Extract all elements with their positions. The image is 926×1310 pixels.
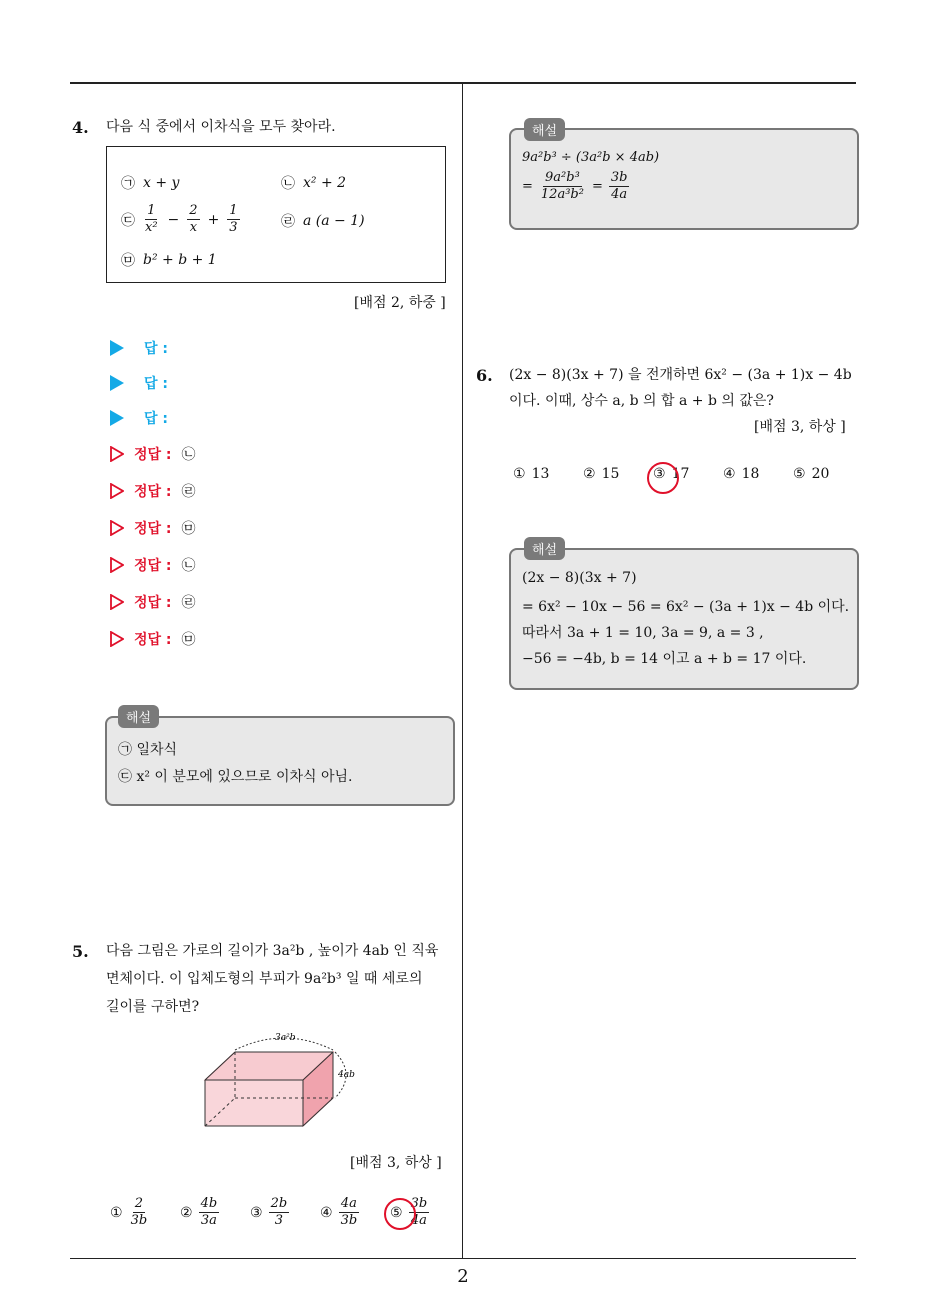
explanation-tag: 해설 [524,118,565,141]
answer-choice[interactable] [513,466,549,482]
choice-value: 20 [811,466,830,482]
choice-fraction: $\frac{3b}{4a}$ [410,1196,428,1228]
answer-prompt: 답 : [110,408,168,428]
q6-line-2: 이다. 이때, 상수 a, b 의 합 a + b 의 값은? [509,393,774,409]
outline-arrow-icon [110,594,124,610]
choice-mark: ③ [653,466,666,482]
outline-arrow-icon [110,446,124,462]
q5-line-3: 길이를 구하면? [106,999,200,1015]
solution-row [110,444,196,464]
explanation-line: ㉢ x² 이 분모에 있으므로 이차식 아님. [118,769,353,785]
q4-option-3: ㉢ $\frac{1}{\text{x²}}$ − $\frac{2}{x}$ + $\frac{1}{3}$ [121,203,238,235]
option-mark: ㉢ [121,212,135,229]
explanation-line: = 6x² − 10x − 56 = 6x² − (3a + 1)x − 4b 이다. [522,599,850,615]
solution-row [110,481,196,501]
outline-arrow-icon [110,520,124,536]
q4-option-5 [121,250,217,270]
solution-row [110,592,196,612]
choice-value: 13 [531,466,550,482]
top-rule [70,82,856,84]
q5-line-2: 면체이다. 이 입체도형의 부피가 9a²b³ 일 때 세로의 [106,971,423,987]
q4-option-2 [281,173,346,193]
fraction: $\frac{1}{\text{x²}}$ [145,203,158,235]
q4-score: [배점 2, 하중 ] [354,295,446,311]
explanation-tag: 해설 [524,537,565,560]
fraction: $\frac{2}{x}$ [189,203,198,235]
option-mark: ㉡ [281,176,295,192]
answer-choice[interactable] [583,466,619,482]
explanation-tag: 해설 [118,705,159,728]
choice-value: 15 [601,466,620,482]
outline-arrow-icon [110,557,124,573]
answer-prompt: 답 : [110,338,168,358]
bottom-rule [70,1258,856,1259]
choice-value: 18 [741,466,760,482]
q4-options-box [106,146,446,283]
page-number: 2 [457,1266,469,1287]
solution-value: ㉣ [181,595,196,611]
choice-mark: ② [583,466,596,482]
answer-prompt: 답 : [110,373,168,393]
choice-fraction: $\frac{4a}{3b}$ [340,1196,358,1228]
option-mark: ㉤ [121,253,135,269]
choice-mark: ⑤ [390,1204,403,1221]
figure-label-side: 4ab [338,1070,355,1080]
fraction: $\frac{1}{3}$ [229,203,238,235]
q6-line-1: (2x − 8)(3x + 7) 을 전개하면 6x² − (3a + 1)x − 4b [509,367,852,383]
q5-line-1: 다음 그림은 가로의 길이가 3a²b , 높이가 4ab 인 직육 [106,943,439,959]
column-divider [462,84,463,1259]
q5-number: 5. [72,942,89,961]
outline-arrow-icon [110,631,124,647]
solution-label: 정답 : [134,632,172,648]
q6-score: [배점 3, 하상 ] [754,419,846,435]
choice-mark: ① [513,466,526,482]
solution-label: 정답 : [134,595,172,611]
option-expr: b² + b + 1 [143,252,217,268]
solution-value: ㉡ [181,558,196,574]
fraction: $\frac{\text{9a²b³}}{\text{12a³b²}}$ [540,170,584,202]
q6-number: 6. [476,366,493,385]
choice-fraction: $\frac{2b}{3}$ [270,1196,288,1228]
choice-mark: ④ [320,1204,333,1221]
choice-mark: ③ [250,1204,263,1221]
play-arrow-icon [110,340,124,356]
solution-label: 정답 : [134,447,172,463]
explanation-line: 따라서 3a + 1 = 10, 3a = 9, a = 3 , [522,625,764,641]
solution-row [110,629,196,649]
choice-fraction: $\frac{2}{3b}$ [130,1196,148,1228]
solution-row [110,555,196,575]
choice-value: 17 [671,466,690,482]
choice-mark: ① [110,1204,123,1221]
selected-answer-mark [384,1198,416,1230]
explanation-fraction-line: = $\frac{\text{9a²b³}}{\text{12a³b²}}$ = $\frac{3b}{4a}$ [522,170,628,202]
solution-value: ㉣ [181,484,196,500]
play-arrow-icon [110,375,124,391]
play-arrow-icon [110,410,124,426]
option-expr: x² + 2 [303,175,347,191]
answer-choice[interactable] [110,1196,149,1229]
q4-option-1 [121,173,179,193]
solution-value: ㉤ [181,521,196,537]
option-mark: ㉣ [281,214,295,230]
solution-row [110,518,196,538]
explanation-line: (2x − 8)(3x + 7) [522,570,637,586]
answer-choice[interactable] [793,466,829,482]
q4-explanation-box [105,716,455,806]
explanation-line: 9a²b³ ÷ (3a²b × 4ab) [522,150,660,165]
solution-value: ㉤ [181,632,196,648]
outline-arrow-icon [110,483,124,499]
option-expr: x + y [143,175,180,191]
fraction: $\frac{3b}{4a}$ [610,170,628,202]
explanation-line: ㉠ 일차식 [118,742,178,758]
solution-label: 정답 : [134,558,172,574]
choice-fraction: $\frac{4b}{3a}$ [200,1196,218,1228]
answer-choice[interactable] [180,1196,219,1229]
solution-label: 정답 : [134,521,172,537]
solution-value: ㉡ [181,447,196,463]
answer-choice[interactable] [320,1196,359,1229]
q4-number: 4. [72,118,89,137]
q4-option-4 [281,211,365,231]
answer-choice[interactable] [250,1196,289,1229]
option-mark: ㉠ [121,176,135,192]
q5-score: [배점 3, 하상 ] [350,1155,442,1171]
choice-mark: ② [180,1204,193,1221]
q4-text: 다음 식 중에서 이차식을 모두 찾아라. [106,119,336,135]
choice-mark: ⑤ [793,466,806,482]
option-expr: a (a − 1) [303,213,365,229]
selected-answer-mark [647,462,679,494]
figure-label-top: 3a²b [275,1033,296,1043]
explanation-line: −56 = −4b, b = 14 이고 a + b = 17 이다. [522,651,807,667]
cuboid-figure [195,1028,365,1128]
solution-label: 정답 : [134,484,172,500]
answer-choice[interactable] [723,466,759,482]
choice-mark: ④ [723,466,736,482]
